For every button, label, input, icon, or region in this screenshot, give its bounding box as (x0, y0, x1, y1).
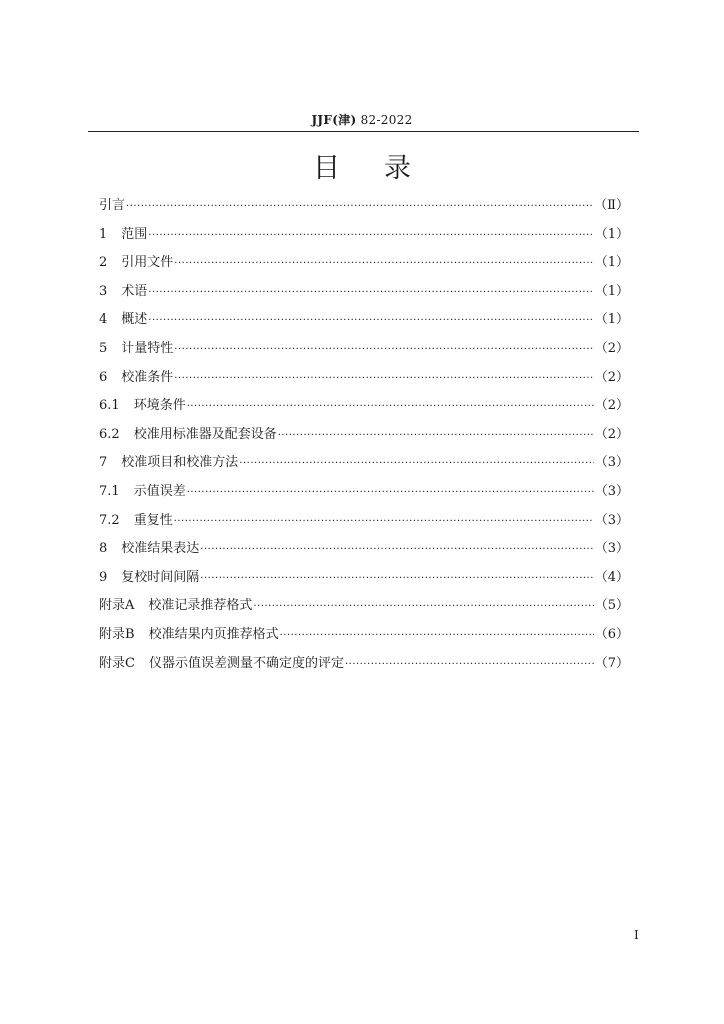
toc-entry-number: 4 (99, 312, 108, 328)
toc-entry-number: 1 (99, 226, 108, 242)
toc-entry-page: （5） (594, 598, 629, 614)
toc-entry[interactable] (99, 592, 629, 621)
toc-entry-label: 复校时间间隔 (121, 569, 200, 585)
toc-entry[interactable] (99, 278, 629, 307)
page-number: Ⅰ (634, 928, 639, 942)
toc-leader-dots (278, 422, 594, 450)
toc-entry-page: （1） (594, 255, 629, 271)
toc-leader-dots (174, 336, 593, 364)
toc-entry-number: 附录B (99, 626, 135, 642)
toc-entry-number: 6.2 (99, 426, 120, 442)
toc-entry-number: 7.2 (99, 512, 120, 528)
toc-entry-label: 范围 (121, 226, 148, 242)
toc-entry-page: （6） (594, 626, 629, 642)
toc-leader-dots (345, 651, 594, 679)
toc-entry-label: 校准记录推荐格式 (148, 598, 253, 614)
toc-entry-number: 附录A (99, 598, 135, 614)
toc-entry-label: 引言 (99, 198, 126, 213)
toc-entry-number: 6.1 (99, 398, 120, 414)
toc-entry-page: （4） (594, 569, 629, 585)
toc-entry-number: 9 (99, 569, 108, 585)
toc-entry-number: 5 (99, 340, 108, 356)
toc-entry-page: （3） (594, 455, 629, 471)
toc-leader-dots (174, 250, 593, 278)
toc-entry[interactable] (99, 507, 629, 536)
toc-leader-dots (148, 279, 593, 307)
toc-entry[interactable] (99, 192, 629, 221)
toc-leader-dots (187, 479, 594, 507)
toc-entry-label: 引用文件 (121, 255, 174, 271)
toc-leader-dots (174, 365, 593, 393)
toc-entry[interactable] (99, 421, 629, 450)
toc-entry-page: （2） (594, 398, 629, 414)
page-title: 目录 (313, 153, 455, 184)
toc-entry-label: 计量特性 (121, 340, 174, 356)
toc-leader-dots (126, 193, 593, 221)
toc-entry[interactable] (99, 392, 629, 421)
document-code-number: 82-2022 (356, 113, 413, 127)
toc-entry-page: （7） (594, 655, 629, 671)
toc-entry-number: 6 (99, 369, 108, 385)
toc-entry-page: （1） (594, 283, 629, 299)
toc-entry[interactable] (99, 221, 629, 250)
toc-entry-label: 概述 (121, 312, 148, 328)
toc-leader-dots (148, 307, 593, 335)
toc-entry[interactable] (99, 478, 629, 507)
toc-entry-label: 示值误差 (133, 483, 186, 499)
toc-entry-page: （2） (594, 369, 629, 385)
document-code (0, 111, 724, 128)
toc-leader-dots (239, 450, 593, 478)
toc-entry-page: （2） (594, 340, 629, 356)
toc-entry[interactable] (99, 535, 629, 564)
toc-entry-number: 2 (99, 255, 108, 271)
toc-entry-number: 3 (99, 283, 108, 299)
toc-entry-label: 术语 (121, 283, 148, 299)
toc-entry[interactable] (99, 249, 629, 278)
toc-entry-page: （3） (594, 512, 629, 528)
toc-entry[interactable] (99, 335, 629, 364)
toc-entry-label: 校准用标准器及配套设备 (133, 426, 277, 442)
toc-entry-number: 7.1 (99, 483, 120, 499)
toc-leader-dots (200, 565, 593, 593)
toc-entry[interactable] (99, 449, 629, 478)
toc-leader-dots (280, 622, 594, 650)
toc-entry[interactable] (99, 564, 629, 593)
toc-entry-page: （1） (594, 226, 629, 242)
toc-entry-page: （1） (594, 312, 629, 328)
table-of-contents (99, 192, 629, 678)
toc-entry[interactable] (99, 621, 629, 650)
toc-leader-dots (174, 508, 594, 536)
toc-entry-label: 校准项目和校准方法 (121, 455, 239, 471)
toc-entry[interactable] (99, 650, 629, 679)
toc-leader-dots (187, 393, 594, 421)
toc-entry-page: （Ⅱ） (594, 198, 629, 213)
toc-entry-label: 环境条件 (133, 398, 186, 414)
toc-entry[interactable] (99, 306, 629, 335)
toc-entry-page: （2） (594, 426, 629, 442)
toc-leader-dots (253, 593, 593, 621)
header-divider (88, 131, 639, 132)
toc-entry-label: 重复性 (133, 512, 173, 528)
toc-entry-number: 附录C (99, 655, 135, 671)
toc-entry[interactable] (99, 364, 629, 393)
toc-leader-dots (200, 536, 593, 564)
toc-entry-label: 校准条件 (121, 369, 174, 385)
toc-entry-label: 仪器示值误差测量不确定度的评定 (148, 655, 344, 671)
toc-entry-page: （3） (594, 483, 629, 499)
toc-entry-number: 8 (99, 541, 108, 557)
toc-entry-label: 校准结果表达 (121, 541, 200, 557)
toc-entry-label: 校准结果内页推荐格式 (148, 626, 279, 642)
toc-leader-dots (148, 222, 593, 250)
toc-entry-number: 7 (99, 455, 108, 471)
toc-entry-page: （3） (594, 541, 629, 557)
document-code-prefix: JJF(津) (311, 113, 357, 127)
